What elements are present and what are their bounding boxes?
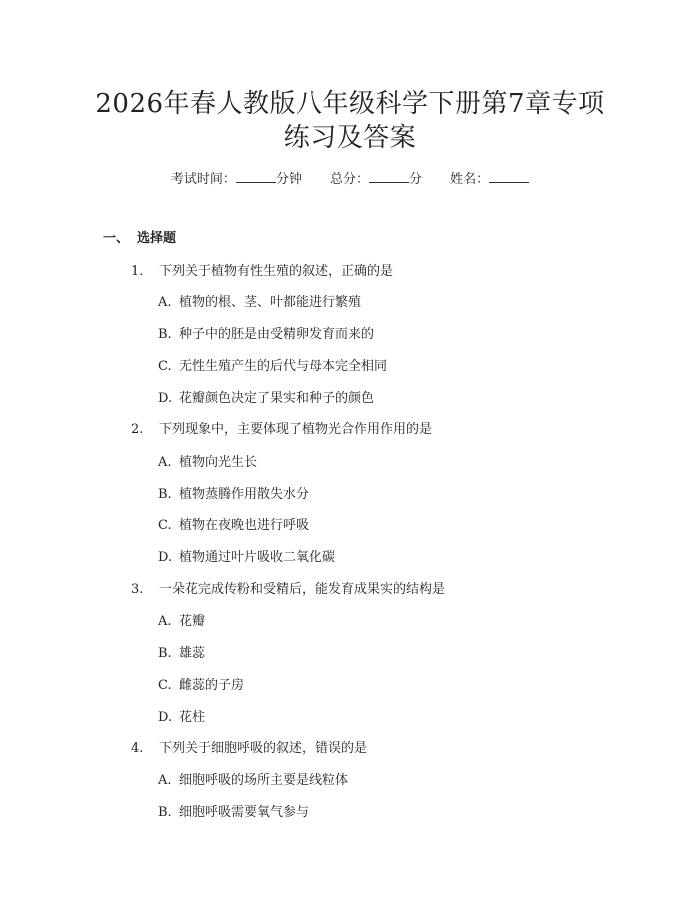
exam-time-label: 考试时间： — [170, 172, 236, 187]
option-text: 花柱 — [179, 710, 206, 725]
question-3 — [131, 580, 445, 600]
option-letter: C. — [158, 678, 172, 693]
total-score-blank — [369, 168, 409, 183]
student-name-label: 姓名： — [450, 172, 490, 187]
section-heading — [103, 229, 176, 249]
option-letter: D. — [158, 550, 173, 565]
question-3-option-b — [158, 644, 205, 664]
question-2-option-a — [158, 453, 257, 473]
question-2-option-c — [158, 516, 309, 536]
section-title: 选择题 — [137, 231, 177, 246]
question-number: 1. — [131, 264, 144, 279]
question-2-option-b — [158, 485, 309, 505]
question-number: 2. — [131, 422, 144, 437]
document-title-line-2: 练习及答案 — [283, 123, 417, 153]
question-3-option-d — [158, 708, 205, 728]
exam-time-blank — [236, 168, 276, 183]
option-letter: B. — [158, 327, 172, 342]
question-1-option-d — [158, 389, 374, 409]
option-text: 植物在夜晚也进行呼吸 — [179, 518, 310, 533]
question-number: 3. — [131, 582, 144, 597]
question-4-option-a — [158, 771, 348, 791]
question-1-option-b — [158, 325, 374, 345]
option-letter: B. — [158, 487, 172, 502]
question-1 — [131, 262, 393, 282]
option-letter: A. — [158, 295, 172, 310]
student-name-blank — [489, 168, 529, 183]
option-text: 种子中的胚是由受精卵发育而来的 — [179, 327, 375, 342]
option-text: 花瓣颜色决定了果实和种子的颜色 — [179, 391, 375, 406]
student-name-field — [450, 168, 529, 190]
question-number: 4. — [131, 741, 144, 756]
exam-time-field — [171, 168, 302, 190]
option-letter: A. — [158, 773, 172, 788]
section-number: 一、 — [103, 231, 130, 246]
option-letter: B. — [158, 646, 172, 661]
option-text: 细胞呼吸的场所主要是线粒体 — [179, 773, 349, 788]
total-score-label: 总分： — [329, 172, 369, 187]
option-letter: D. — [158, 391, 173, 406]
option-text: 雄蕊 — [179, 646, 206, 661]
question-text: 一朵花完成传粉和受精后，能发育成果实的结构是 — [159, 582, 446, 597]
option-letter: D. — [158, 710, 173, 725]
exam-info-line — [0, 168, 700, 190]
option-letter: C. — [158, 359, 172, 374]
total-score-unit: 分 — [409, 172, 423, 187]
option-text: 植物的根、茎、叶都能进行繁殖 — [179, 295, 362, 310]
question-2 — [131, 420, 432, 440]
option-text: 植物向光生长 — [179, 455, 258, 470]
option-letter: C. — [158, 518, 172, 533]
total-score-field — [330, 168, 422, 190]
question-1-option-a — [158, 293, 361, 313]
question-3-option-c — [158, 676, 244, 696]
option-text: 植物通过叶片吸收二氧化碳 — [179, 550, 336, 565]
question-4 — [131, 739, 367, 759]
question-4-option-b — [158, 803, 309, 823]
option-letter: B. — [158, 805, 172, 820]
option-text: 雌蕊的子房 — [179, 678, 245, 693]
option-text: 细胞呼吸需要氧气参与 — [179, 805, 310, 820]
question-1-option-c — [158, 357, 387, 377]
option-text: 花瓣 — [179, 614, 206, 629]
option-letter: A. — [158, 455, 172, 470]
option-text: 植物蒸腾作用散失水分 — [179, 487, 310, 502]
question-text: 下列关于细胞呼吸的叙述，错误的是 — [159, 741, 368, 756]
option-text: 无性生殖产生的后代与母本完全相同 — [179, 359, 388, 374]
question-text: 下列关于植物有性生殖的叙述，正确的是 — [159, 264, 394, 279]
question-2-option-d — [158, 548, 335, 568]
exam-time-unit: 分钟 — [275, 172, 302, 187]
document-title-line-1: 2026年春人教版八年级科学下册第7章专项 — [95, 89, 605, 119]
question-3-option-a — [158, 612, 205, 632]
question-text: 下列现象中，主要体现了植物光合作用作用的是 — [159, 422, 433, 437]
option-letter: A. — [158, 614, 172, 629]
